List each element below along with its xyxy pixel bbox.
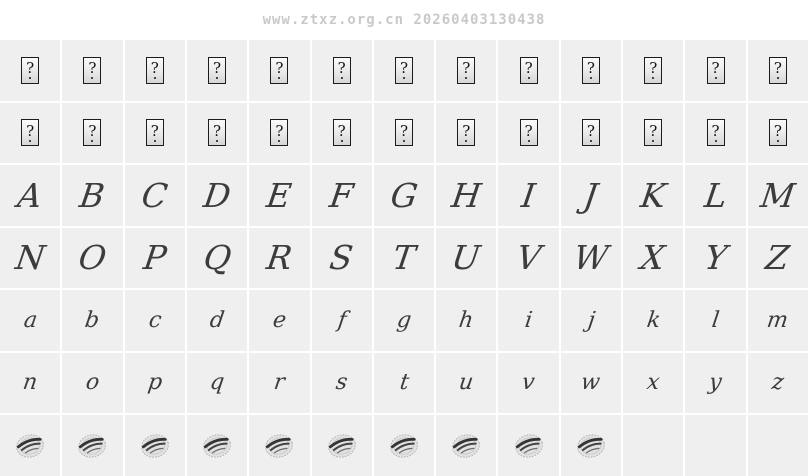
cell-foundry-stamp	[125, 415, 185, 476]
glyph-letter: j	[585, 307, 597, 333]
glyph-letter: N	[12, 238, 48, 278]
cell-glyph-U	[436, 228, 496, 289]
cell-glyph-R	[249, 228, 309, 289]
foundry-stamp-icon	[75, 432, 109, 460]
cell-glyph-T	[374, 228, 434, 289]
glyph-letter: C	[139, 175, 171, 215]
cell-glyph-S	[312, 228, 372, 289]
glyph-letter: z	[770, 370, 786, 396]
glyph-letter: e	[271, 307, 288, 333]
cell-missing-glyph	[187, 40, 247, 101]
glyph-letter: W	[571, 238, 611, 278]
notdef-glyph: ?	[208, 57, 226, 84]
cell-missing-glyph	[623, 40, 683, 101]
cell-glyph-D	[187, 165, 247, 226]
cell-glyph-M	[748, 165, 808, 226]
cell-missing-glyph	[249, 40, 309, 101]
cell-glyph-C	[125, 165, 185, 226]
glyph-letter: p	[146, 370, 164, 396]
cell-missing-glyph	[62, 40, 122, 101]
glyph-letter: d	[208, 307, 226, 333]
cell-glyph-m	[748, 290, 808, 351]
notdef-glyph: ?	[208, 119, 226, 146]
notdef-glyph: ?	[769, 119, 787, 146]
cell-glyph-e	[249, 290, 309, 351]
foundry-stamp-icon	[138, 432, 172, 460]
cell-foundry-stamp	[0, 415, 60, 476]
glyph-letter: o	[84, 370, 101, 396]
cell-missing-glyph	[436, 40, 496, 101]
cell-glyph-E	[249, 165, 309, 226]
glyph-letter: G	[388, 175, 420, 215]
cell-foundry-stamp	[436, 415, 496, 476]
cell-glyph-W	[561, 228, 621, 289]
cell-glyph-a	[0, 290, 60, 351]
cell-glyph-Y	[685, 228, 745, 289]
cell-missing-glyph	[312, 40, 372, 101]
cell-glyph-K	[623, 165, 683, 226]
cell-empty	[623, 415, 683, 476]
foundry-stamp-icon	[574, 432, 608, 460]
glyph-letter: X	[638, 238, 668, 278]
glyph-letter: B	[77, 175, 108, 215]
glyph-letter: U	[449, 238, 483, 278]
cell-glyph-j	[561, 290, 621, 351]
notdef-glyph: ?	[520, 57, 538, 84]
glyph-letter: w	[579, 370, 603, 396]
notdef-glyph: ?	[270, 57, 288, 84]
glyph-letter: A	[15, 175, 45, 215]
glyph-letter: H	[449, 175, 484, 215]
glyph-letter: f	[335, 307, 348, 333]
cell-empty	[685, 415, 745, 476]
glyph-letter: Z	[763, 238, 793, 278]
glyph-letter: k	[644, 307, 662, 333]
notdef-glyph: ?	[146, 119, 164, 146]
cell-missing-glyph	[748, 40, 808, 101]
cell-missing-glyph	[187, 103, 247, 164]
cell-glyph-P	[125, 228, 185, 289]
cell-glyph-Q	[187, 228, 247, 289]
cell-missing-glyph	[498, 103, 558, 164]
cell-glyph-H	[436, 165, 496, 226]
notdef-glyph: ?	[457, 57, 475, 84]
cell-missing-glyph	[125, 103, 185, 164]
cell-missing-glyph	[62, 103, 122, 164]
cell-glyph-I	[498, 165, 558, 226]
notdef-glyph: ?	[146, 57, 164, 84]
cell-glyph-Z	[748, 228, 808, 289]
notdef-glyph: ?	[21, 57, 39, 84]
notdef-glyph: ?	[520, 119, 538, 146]
cell-glyph-L	[685, 165, 745, 226]
cell-missing-glyph	[436, 103, 496, 164]
notdef-glyph: ?	[582, 119, 600, 146]
foundry-stamp-icon	[449, 432, 483, 460]
cell-glyph-k	[623, 290, 683, 351]
notdef-glyph: ?	[333, 57, 351, 84]
glyph-letter: m	[765, 307, 791, 333]
foundry-stamp-icon	[325, 432, 359, 460]
notdef-glyph: ?	[582, 57, 600, 84]
cell-missing-glyph	[0, 103, 60, 164]
cell-glyph-c	[125, 290, 185, 351]
cell-glyph-l	[685, 290, 745, 351]
cell-glyph-X	[623, 228, 683, 289]
cell-missing-glyph	[374, 103, 434, 164]
cell-glyph-f	[312, 290, 372, 351]
glyph-letter: r	[272, 370, 287, 396]
glyph-grid	[0, 40, 808, 476]
notdef-glyph: ?	[395, 119, 413, 146]
glyph-letter: b	[83, 307, 102, 333]
cell-foundry-stamp	[374, 415, 434, 476]
glyph-letter: O	[76, 238, 109, 278]
cell-foundry-stamp	[249, 415, 309, 476]
notdef-glyph: ?	[83, 119, 101, 146]
cell-glyph-t	[374, 353, 434, 414]
glyph-letter: h	[457, 307, 476, 333]
cell-glyph-G	[374, 165, 434, 226]
notdef-glyph: ?	[21, 119, 39, 146]
glyph-letter: E	[264, 175, 295, 215]
cell-missing-glyph	[125, 40, 185, 101]
cell-glyph-g	[374, 290, 434, 351]
notdef-glyph: ?	[83, 57, 101, 84]
glyph-letter: y	[707, 370, 724, 396]
cell-glyph-B	[62, 165, 122, 226]
cell-missing-glyph	[561, 40, 621, 101]
cell-glyph-O	[62, 228, 122, 289]
foundry-stamp-icon	[200, 432, 234, 460]
foundry-stamp-icon	[512, 432, 546, 460]
cell-missing-glyph	[748, 103, 808, 164]
cell-glyph-N	[0, 228, 60, 289]
glyph-letter: V	[513, 238, 544, 278]
glyph-letter: q	[208, 370, 226, 396]
cell-glyph-h	[436, 290, 496, 351]
cell-glyph-b	[62, 290, 122, 351]
glyph-letter: n	[21, 370, 40, 396]
notdef-glyph: ?	[707, 119, 725, 146]
notdef-glyph: ?	[457, 119, 475, 146]
notdef-glyph: ?	[333, 119, 351, 146]
cell-glyph-F	[312, 165, 372, 226]
cell-missing-glyph	[0, 40, 60, 101]
cell-glyph-V	[498, 228, 558, 289]
cell-glyph-o	[62, 353, 122, 414]
cell-glyph-d	[187, 290, 247, 351]
glyph-letter: F	[327, 175, 356, 215]
foundry-stamp-icon	[387, 432, 421, 460]
cell-glyph-J	[561, 165, 621, 226]
glyph-letter: c	[146, 307, 163, 333]
glyph-letter: Y	[701, 238, 730, 278]
glyph-letter: Q	[200, 238, 234, 278]
cell-missing-glyph	[561, 103, 621, 164]
glyph-letter: J	[581, 175, 601, 215]
glyph-letter: l	[710, 307, 721, 333]
glyph-letter: i	[523, 307, 534, 333]
cell-glyph-s	[312, 353, 372, 414]
notdef-glyph: ?	[644, 57, 662, 84]
cell-missing-glyph	[623, 103, 683, 164]
watermark-text: www.ztxz.org.cn 20260403130438	[262, 12, 546, 28]
glyph-letter: x	[645, 370, 662, 396]
glyph-letter: u	[457, 370, 476, 396]
foundry-stamp-icon	[262, 432, 296, 460]
cell-foundry-stamp	[498, 415, 558, 476]
cell-glyph-x	[623, 353, 683, 414]
glyph-letter: g	[395, 307, 413, 333]
cell-foundry-stamp	[62, 415, 122, 476]
glyph-letter: t	[397, 370, 411, 396]
cell-glyph-u	[436, 353, 496, 414]
glyph-letter: L	[701, 175, 730, 215]
cell-missing-glyph	[498, 40, 558, 101]
cell-missing-glyph	[249, 103, 309, 164]
glyph-letter: s	[334, 370, 350, 396]
glyph-letter: a	[21, 307, 39, 333]
glyph-letter: I	[519, 175, 538, 215]
cell-glyph-r	[249, 353, 309, 414]
foundry-stamp-icon	[13, 432, 47, 460]
glyph-letter: K	[638, 175, 669, 215]
glyph-letter: P	[140, 238, 169, 278]
notdef-glyph: ?	[707, 57, 725, 84]
watermark-header	[0, 0, 808, 40]
cell-glyph-w	[561, 353, 621, 414]
cell-missing-glyph	[685, 103, 745, 164]
cell-empty	[748, 415, 808, 476]
glyph-letter: R	[264, 238, 295, 278]
glyph-letter: D	[201, 175, 234, 215]
glyph-letter: v	[520, 370, 537, 396]
cell-glyph-y	[685, 353, 745, 414]
cell-glyph-n	[0, 353, 60, 414]
cell-foundry-stamp	[187, 415, 247, 476]
glyph-letter: T	[390, 238, 418, 278]
notdef-glyph: ?	[395, 57, 413, 84]
notdef-glyph: ?	[769, 57, 787, 84]
cell-foundry-stamp	[561, 415, 621, 476]
cell-glyph-q	[187, 353, 247, 414]
notdef-glyph: ?	[270, 119, 288, 146]
cell-glyph-p	[125, 353, 185, 414]
glyph-letter: M	[758, 175, 798, 215]
cell-glyph-z	[748, 353, 808, 414]
cell-missing-glyph	[374, 40, 434, 101]
cell-glyph-i	[498, 290, 558, 351]
cell-glyph-v	[498, 353, 558, 414]
cell-glyph-A	[0, 165, 60, 226]
cell-missing-glyph	[312, 103, 372, 164]
glyph-letter: S	[327, 238, 356, 278]
cell-missing-glyph	[685, 40, 745, 101]
cell-foundry-stamp	[312, 415, 372, 476]
notdef-glyph: ?	[644, 119, 662, 146]
